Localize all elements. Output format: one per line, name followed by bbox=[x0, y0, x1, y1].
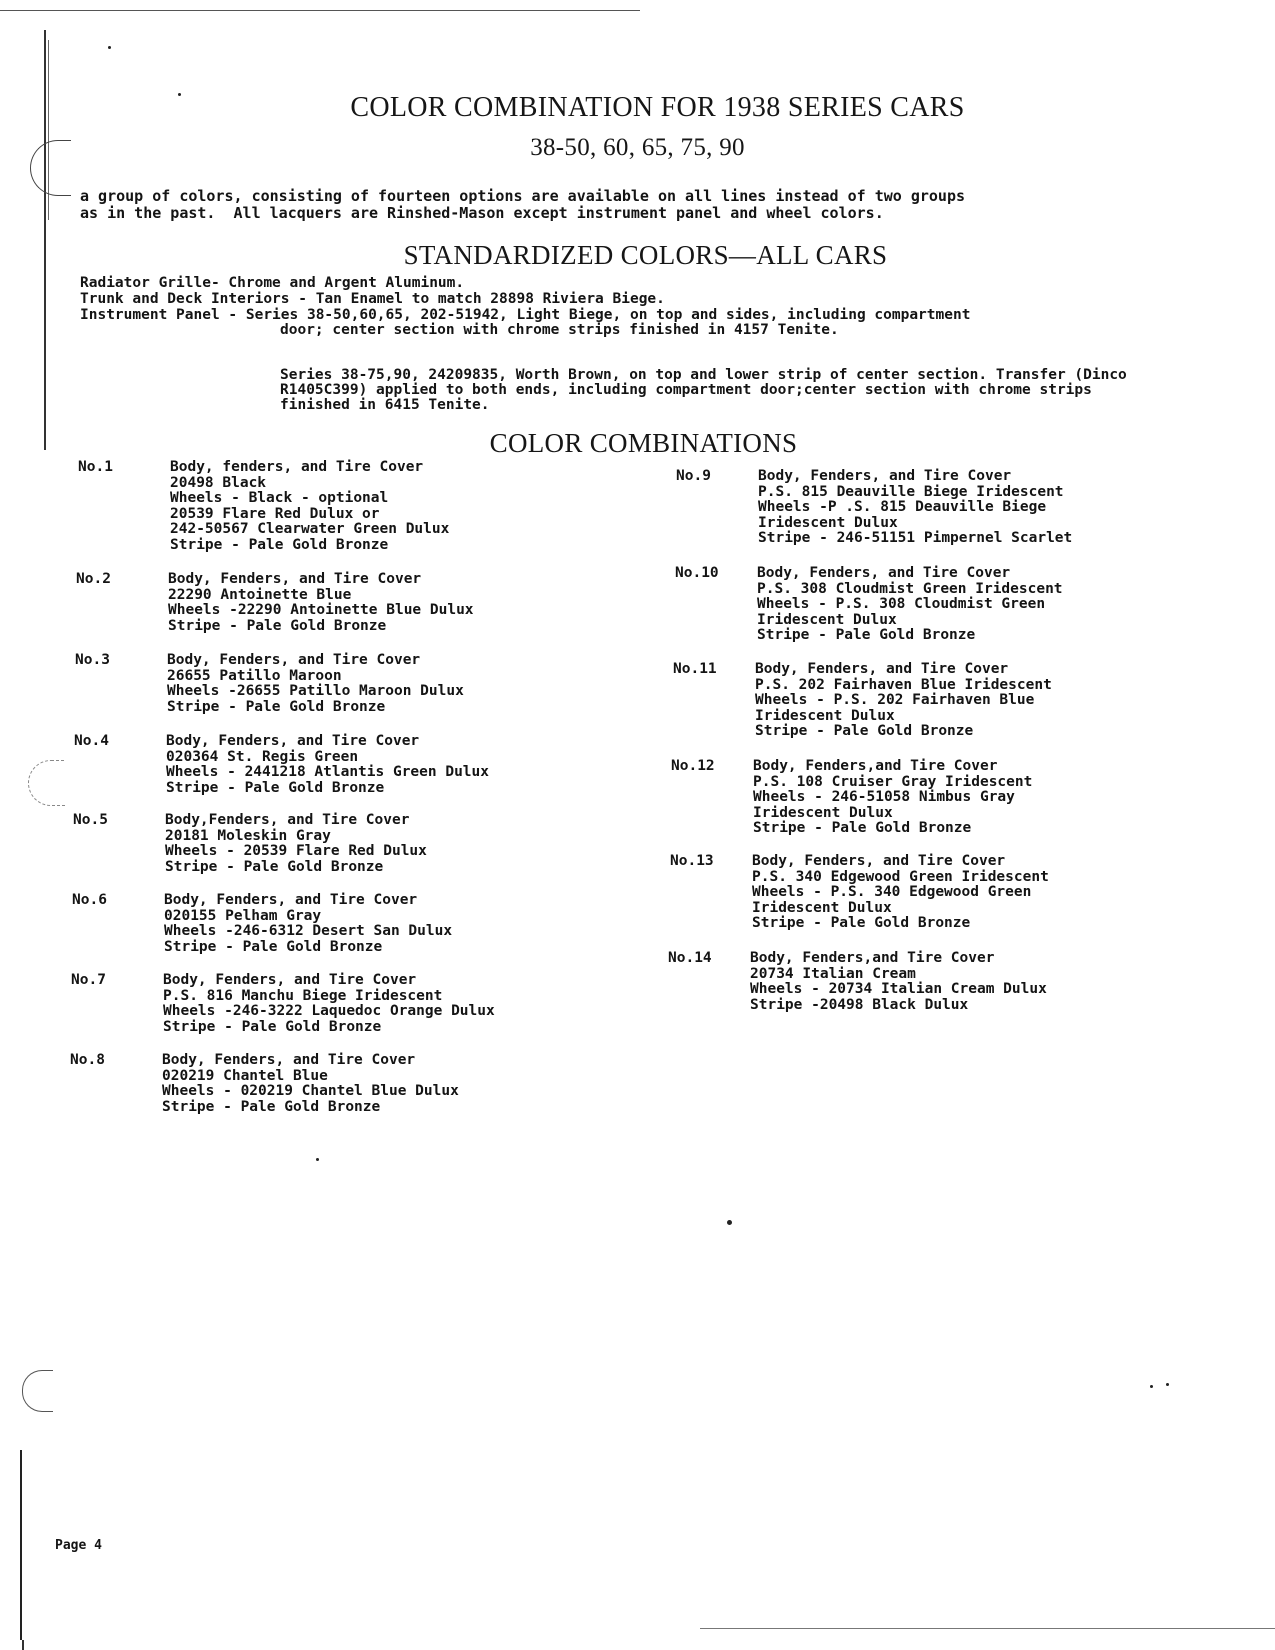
combo-line: Wheels - 20539 Flare Red Dulux bbox=[165, 843, 427, 859]
combination-number: No.12 bbox=[671, 758, 715, 774]
scan-edge-line-top bbox=[0, 10, 640, 11]
combo-line: Stripe - 246-51151 Pimpernel Scarlet bbox=[758, 530, 1073, 546]
combo-line: Stripe -20498 Black Dulux bbox=[750, 996, 969, 1013]
combo-line: P.S. 308 Cloudmist Green Iridescent bbox=[757, 580, 1063, 597]
combo-line: 020364 St. Regis Green bbox=[166, 748, 359, 765]
combo-line: 20181 Moleskin Gray bbox=[165, 827, 331, 844]
speck bbox=[1166, 1383, 1169, 1386]
combination-details bbox=[167, 653, 464, 715]
combo-line: Iridescent Dulux bbox=[755, 707, 895, 724]
speck bbox=[727, 1220, 732, 1225]
intro-line-2: as in the past. All lacquers are Rinshed-Mason except instrument panel and wheel colors. bbox=[80, 204, 884, 222]
combo-line: Stripe - Pale Gold Bronze bbox=[164, 938, 383, 955]
combo-line: Wheels - P.S. 202 Fairhaven Blue bbox=[755, 692, 1035, 708]
combination-number: No.4 bbox=[74, 733, 109, 749]
combination-details bbox=[162, 1053, 459, 1115]
combination-details bbox=[755, 662, 1052, 740]
combo-line: Stripe - Pale Gold Bronze bbox=[167, 698, 386, 715]
combo-line: Stripe - Pale Gold Bronze bbox=[163, 1018, 382, 1035]
combo-line: Body, Fenders, and Tire Cover bbox=[162, 1052, 416, 1068]
scan-left-margin-tick bbox=[22, 1640, 24, 1650]
page-number: Page 4 bbox=[55, 1538, 102, 1553]
combo-line: 22290 Antoinette Blue bbox=[168, 586, 352, 603]
combo-line: 20734 Italian Cream bbox=[750, 965, 916, 982]
combo-line: Body, Fenders, and Tire Cover bbox=[168, 571, 422, 587]
combination-number: No.7 bbox=[71, 972, 106, 988]
combination-details bbox=[752, 854, 1049, 932]
combo-line: Wheels -246-6312 Desert San Dulux bbox=[164, 923, 453, 939]
combo-line: Body, Fenders, and Tire Cover bbox=[755, 661, 1009, 677]
combo-line: Body, Fenders, and Tire Cover bbox=[758, 468, 1012, 484]
combination-details bbox=[750, 951, 1047, 1013]
combination-number: No.1 bbox=[78, 459, 113, 475]
combo-line: 020219 Chantel Blue bbox=[162, 1067, 328, 1084]
combo-line: Wheels -26655 Patillo Maroon Dulux bbox=[167, 683, 464, 699]
combination-number: No.9 bbox=[676, 468, 711, 484]
combo-line: 020155 Pelham Gray bbox=[164, 907, 322, 924]
combination-details bbox=[758, 469, 1072, 547]
combo-line: P.S. 340 Edgewood Green Iridescent bbox=[752, 868, 1049, 885]
combo-line: Wheels - 020219 Chantel Blue Dulux bbox=[162, 1083, 459, 1099]
combination-details bbox=[170, 460, 449, 553]
page-title: COLOR COMBINATION FOR 1938 SERIES CARS bbox=[350, 92, 965, 123]
combo-line: Wheels - P.S. 340 Edgewood Green bbox=[752, 884, 1032, 900]
combo-line: Wheels - Black - optional bbox=[170, 490, 389, 506]
combo-line: Body, Fenders, and Tire Cover bbox=[752, 853, 1006, 869]
combo-line: Wheels -246-3222 Laquedoc Orange Dulux bbox=[163, 1003, 495, 1019]
radiator-grille-spec: Radiator Grille- Chrome and Argent Aluminum. bbox=[80, 275, 465, 291]
combo-line: Wheels - 2441218 Atlantis Green Dulux bbox=[166, 764, 490, 780]
combo-line: Body, Fenders, and Tire Cover bbox=[163, 972, 417, 988]
combo-line: 20498 Black bbox=[170, 474, 267, 491]
combinations-heading: COLOR COMBINATIONS bbox=[489, 428, 798, 458]
combo-line: P.S. 816 Manchu Biege Iridescent bbox=[163, 987, 443, 1004]
combo-line: Wheels - 246-51058 Nimbus Gray bbox=[753, 789, 1015, 805]
trunk-deck-spec: Trunk and Deck Interiors - Tan Enamel to match 28898 Riviera Biege. bbox=[80, 291, 665, 307]
combination-number: No.13 bbox=[670, 853, 714, 869]
punch-hole-mark-middle bbox=[28, 760, 65, 806]
combo-line: Iridescent Dulux bbox=[753, 804, 893, 821]
combo-line: Stripe - Pale Gold Bronze bbox=[166, 779, 385, 796]
instrument-panel-spec-line-2: door; center section with chrome strips finished in 4157 Tenite. bbox=[280, 322, 839, 338]
combo-line: Iridescent Dulux bbox=[757, 611, 897, 628]
combo-line: Wheels -22290 Antoinette Blue Dulux bbox=[168, 602, 474, 618]
combination-details bbox=[166, 734, 489, 796]
scan-edge-line-bottom bbox=[700, 1628, 1275, 1629]
combination-number: No.5 bbox=[73, 812, 108, 828]
combination-number: No.11 bbox=[673, 661, 717, 677]
intro-line-1: a group of colors, consisting of fourteen options are available on all lines instead of two groups bbox=[80, 187, 966, 205]
combo-line: 20539 Flare Red Dulux or bbox=[170, 505, 380, 522]
combination-number: No.8 bbox=[70, 1052, 105, 1068]
combo-line: Wheels - 20734 Italian Cream Dulux bbox=[750, 981, 1047, 997]
combination-details bbox=[163, 973, 495, 1035]
combo-line: Stripe - Pale Gold Bronze bbox=[170, 536, 389, 553]
combo-line: Stripe - Pale Gold Bronze bbox=[753, 820, 972, 836]
combo-line: Stripe - Pale Gold Bronze bbox=[757, 627, 976, 643]
combo-line: Stripe - Pale Gold Bronze bbox=[162, 1098, 381, 1115]
combo-line: 26655 Patillo Maroon bbox=[167, 667, 342, 684]
combination-details bbox=[165, 813, 427, 875]
combination-details bbox=[168, 572, 474, 634]
combo-line: Body, Fenders, and Tire Cover bbox=[164, 892, 418, 908]
combination-details bbox=[757, 566, 1063, 644]
page-subtitle: 38-50, 60, 65, 75, 90 bbox=[530, 134, 745, 161]
scan-left-margin-line-bottom bbox=[20, 1450, 22, 1640]
combo-line: Stripe - Pale Gold Bronze bbox=[165, 858, 384, 875]
speck bbox=[316, 1158, 319, 1161]
speck bbox=[1150, 1385, 1153, 1388]
combo-line: Wheels -P .S. 815 Deauville Biege bbox=[758, 499, 1047, 515]
combo-line: Body, fenders, and Tire Cover bbox=[170, 459, 424, 475]
combo-line: Body, Fenders, and Tire Cover bbox=[757, 565, 1011, 581]
combination-number: No.2 bbox=[76, 571, 111, 587]
standardized-heading: STANDARDIZED COLORS—ALL CARS bbox=[403, 240, 888, 270]
series-75-90-spec: Series 38-75,90, 24209835, Worth Brown, on top and lower strip of center section. Transfer (Dinco R1405C399) applied to both ends, including compartment door;center section with chrome strips finished in 6415 Tenite. bbox=[280, 367, 1127, 413]
combo-line: P.S. 108 Cruiser Gray Iridescent bbox=[753, 773, 1033, 790]
combo-line: Stripe - Pale Gold Bronze bbox=[168, 617, 387, 634]
combo-line: P.S. 202 Fairhaven Blue Iridescent bbox=[755, 676, 1052, 693]
combination-number: No.14 bbox=[668, 950, 712, 966]
combo-line: Iridescent Dulux bbox=[758, 514, 898, 531]
speck bbox=[108, 46, 111, 49]
intro-paragraph bbox=[80, 188, 1170, 222]
instrument-panel-spec-line-1: Instrument Panel - Series 38-50,60,65, 202-51942, Light Biege, on top and sides, including compartment bbox=[80, 307, 971, 323]
combo-line: Iridescent Dulux bbox=[752, 899, 892, 916]
combination-number: No.10 bbox=[675, 565, 719, 581]
combo-line: Body,Fenders, and Tire Cover bbox=[165, 812, 410, 828]
combo-line: Body, Fenders,and Tire Cover bbox=[753, 758, 998, 774]
punch-hole-mark-bottom bbox=[22, 1370, 53, 1412]
combination-details bbox=[164, 893, 452, 955]
combination-number: No.6 bbox=[72, 892, 107, 908]
combination-details bbox=[753, 759, 1032, 837]
combo-line: Stripe - Pale Gold Bronze bbox=[752, 915, 971, 931]
combo-line: 242-50567 Clearwater Green Dulux bbox=[170, 521, 450, 537]
combination-number: No.3 bbox=[75, 652, 110, 668]
combo-line: Body, Fenders, and Tire Cover bbox=[167, 652, 421, 668]
combo-line: Body, Fenders,and Tire Cover bbox=[750, 950, 995, 966]
combo-line: Wheels - P.S. 308 Cloudmist Green bbox=[757, 596, 1046, 612]
combo-line: Stripe - Pale Gold Bronze bbox=[755, 723, 974, 739]
combo-line: P.S. 815 Deauville Biege Iridescent bbox=[758, 483, 1064, 500]
combo-line: Body, Fenders, and Tire Cover bbox=[166, 733, 420, 749]
